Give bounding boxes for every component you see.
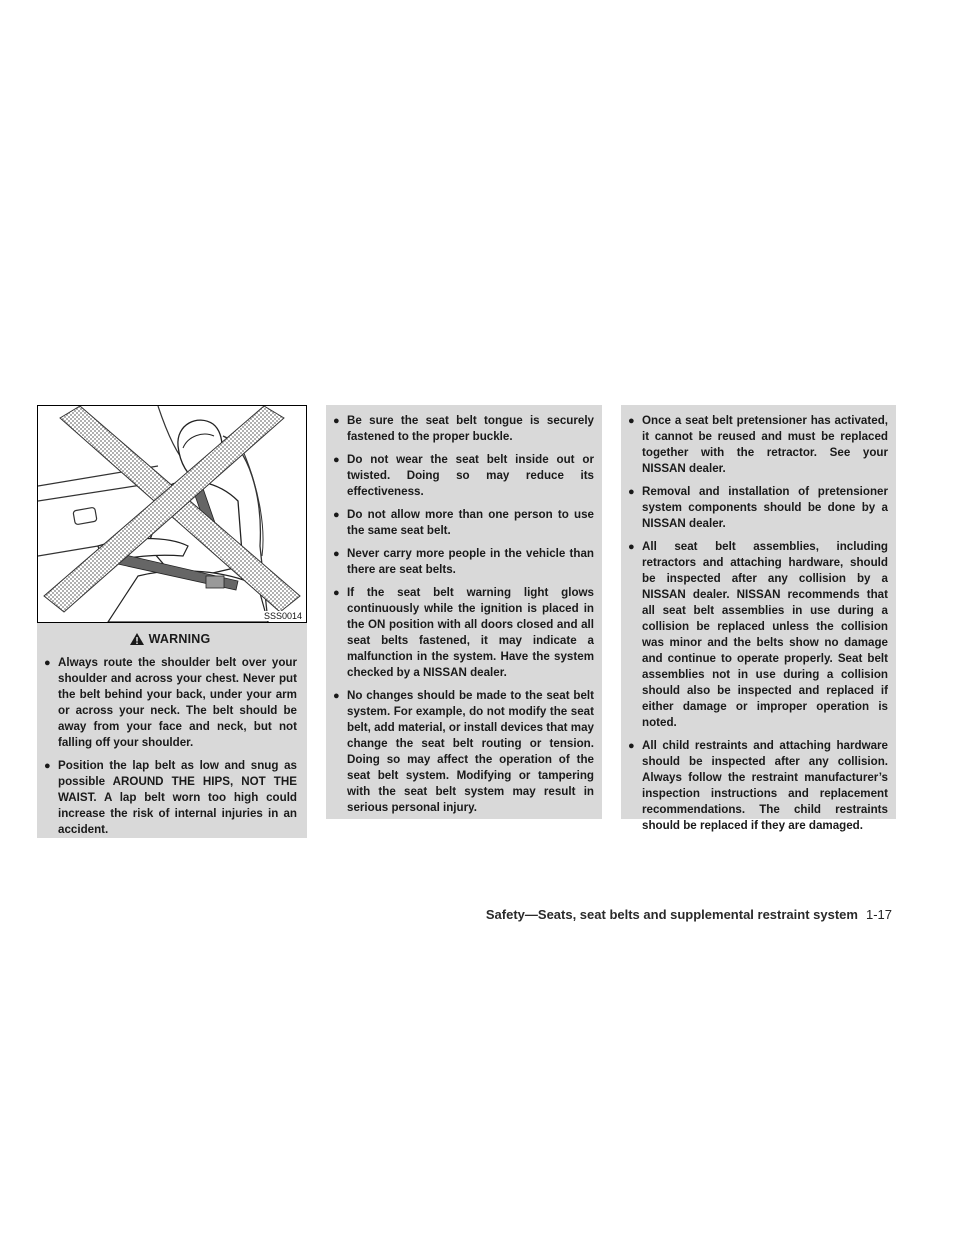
list-item: ● All child restraints and attaching hardware should be inspected after any collision. Always follow the restraint manufacturer’s inspection instructions and replacement recommendations. The child restraints should be replaced if they are damaged. [628, 739, 888, 832]
figure-id: SSS0014 [263, 611, 302, 621]
list-item: ● All seat belt assemblies, including retractors and attaching hardware, should be inspected after any collision by a NISSAN dealer. NISSAN recommends that all seat belt assemblies in use during a collision be replaced unless the collision was minor and the belts show no damage and continue to operate properly. Seat belt assemblies not in use during a collision should also be inspected and replaced if either damage or improper operation is noted. [628, 540, 888, 729]
seat-belt-illustration [37, 405, 307, 623]
warning-list-3 [626, 413, 888, 834]
warning-list-2 [331, 413, 594, 816]
incorrect-belt-drawing [38, 406, 306, 622]
warning-list-1 [42, 655, 297, 838]
warning-triangle-icon [129, 632, 145, 646]
warning-box-column-3 [621, 405, 896, 832]
warning-box-column-2 [326, 405, 602, 819]
list-item: ● Do not allow more than one person to use the same seat belt. [333, 508, 594, 537]
page-footer [486, 907, 892, 922]
warning-box-column-1 [37, 623, 307, 838]
list-item: ● No changes should be made to the seat belt system. For example, do not modify the seat belt, add material, or install devices that may change the seat belt routing or tension. Doing so may affect the operation of the seat belt system. Modifying or tampering with the seat belt system may result in serious personal injury. [333, 689, 594, 814]
list-item: ● Once a seat belt pretensioner has activated, it cannot be reused and must be replaced together with the retractor. See your NISSAN dealer. [628, 414, 888, 475]
list-item: ● Never carry more people in the vehicle than there are seat belts. [333, 547, 594, 576]
list-item: ● If the seat belt warning light glows continuously while the ignition is placed in the ON position with all doors closed and all seat belts fastened, it may indicate a malfunction in the system. Have the system checked by a NISSAN dealer. [333, 586, 594, 679]
warning-title: WARNING [148, 632, 211, 646]
list-item: ● Removal and installation of pretensioner system components should be done by a NISSAN dealer. [628, 485, 888, 530]
list-item: ● Always route the shoulder belt over your shoulder and across your chest. Never put the belt behind your back, under your arm or across your neck. The belt should be away from your face and neck, but not falling off your shoulder. [44, 656, 297, 749]
page-number: 1-17 [865, 907, 892, 922]
list-item: ● Do not wear the seat belt inside out or twisted. Doing so may reduce its effectiveness. [333, 453, 594, 498]
section-title: Safety—Seats, seat belts and supplemental restraint system [485, 907, 858, 922]
list-item: ● Position the lap belt as low and snug as possible AROUND THE HIPS, NOT THE WAIST. A lap belt worn too high could increase the risk of internal injuries in an accident. [44, 759, 297, 836]
warning-header [42, 631, 297, 647]
list-item: ● Be sure the seat belt tongue is securely fastened to the proper buckle. [333, 414, 594, 443]
